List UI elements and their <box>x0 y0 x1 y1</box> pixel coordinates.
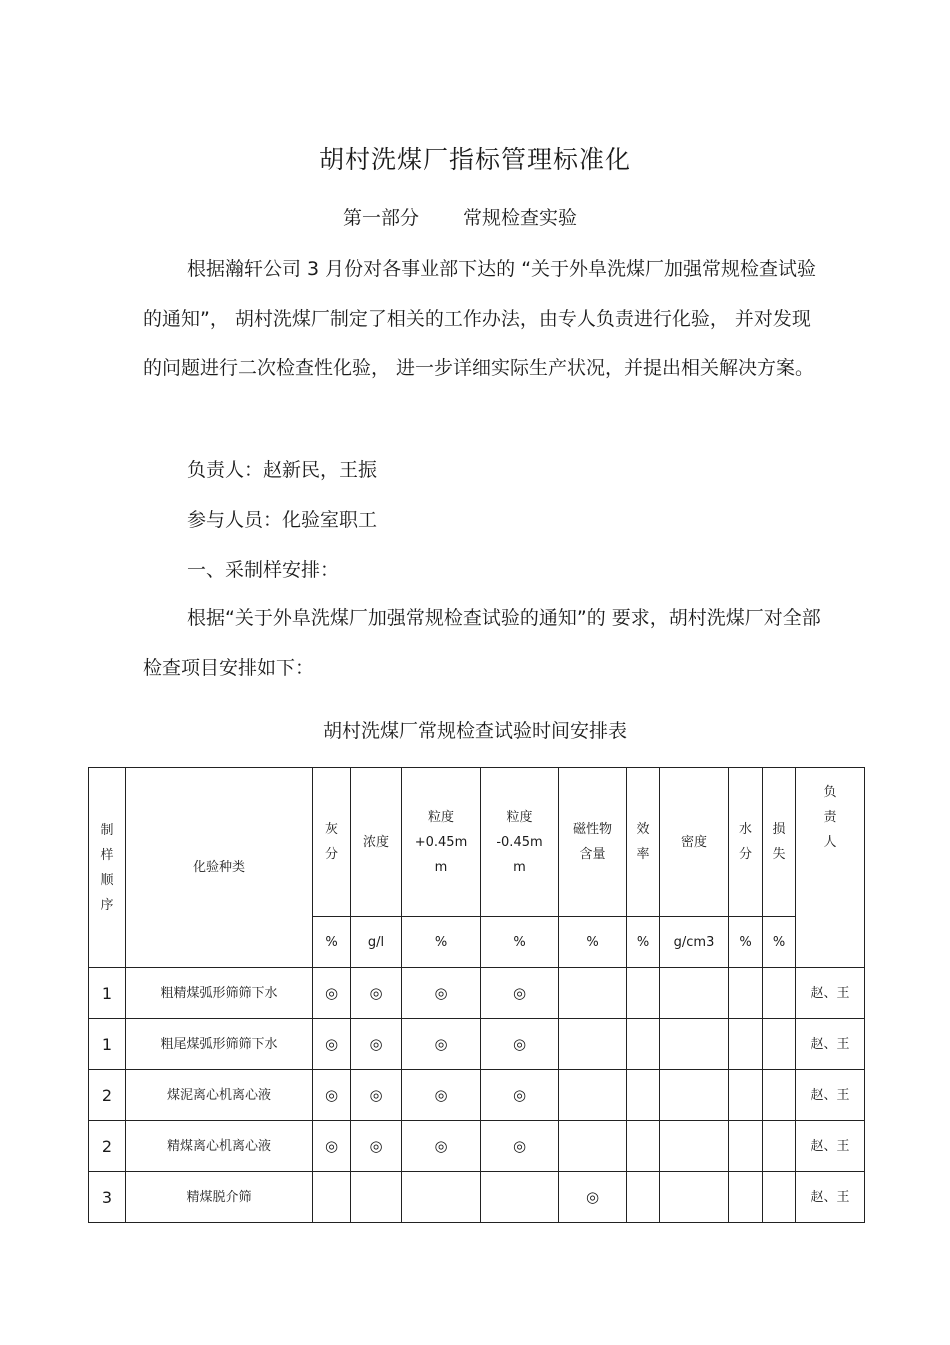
row-test-type: 粗尾煤弧形筛筛下水 <box>126 1019 313 1070</box>
header-test-type: 化验种类 <box>126 768 313 968</box>
table-row <box>89 968 865 1019</box>
row-cell <box>627 1070 660 1121</box>
row-order: 1 <box>89 968 126 1019</box>
row-order: 2 <box>89 1121 126 1172</box>
row-owner: 赵、王 <box>796 1070 865 1121</box>
row-cell: ◎ <box>402 1121 481 1172</box>
row-cell <box>351 1172 402 1223</box>
row-cell <box>559 1121 627 1172</box>
row-owner: 赵、王 <box>796 1019 865 1070</box>
row-cell <box>729 968 763 1019</box>
unit-cell: % <box>729 917 763 968</box>
row-cell: ◎ <box>313 968 351 1019</box>
table-row <box>89 1121 865 1172</box>
row-cell: ◎ <box>481 968 559 1019</box>
header-order: 制 样 顺 序 <box>89 768 126 968</box>
row-cell <box>627 1121 660 1172</box>
unit-cell: % <box>559 917 627 968</box>
table-row <box>89 1172 865 1223</box>
section-heading <box>343 203 577 230</box>
row-cell <box>627 968 660 1019</box>
responsible-line: 负责人：赵新民，王振 <box>187 459 378 481</box>
row-cell <box>481 1172 559 1223</box>
row-cell <box>763 968 796 1019</box>
row-cell: ◎ <box>351 1070 402 1121</box>
intro-paragraph: 根据瀚轩公司 3 月份对各事业部下达的 “关于外阜洗煤厂加强常规检查试验的通知”， 胡村洗煤厂制定了相关的工作办法，由专人负责进行化验， 并对发现的问题进行二次检查性化验， 进一步详细实际生产状况，并提出相关解决方案。 <box>143 258 817 379</box>
row-cell: ◎ <box>351 1019 402 1070</box>
row-cell <box>660 1172 729 1223</box>
row-cell <box>660 1070 729 1121</box>
row-cell: ◎ <box>402 968 481 1019</box>
header-owner: 负 责 人 <box>796 768 865 968</box>
header-density: 密度 <box>660 768 729 917</box>
row-cell <box>729 1019 763 1070</box>
row-order: 1 <box>89 1019 126 1070</box>
row-cell <box>729 1070 763 1121</box>
row-cell <box>763 1070 796 1121</box>
sampling-heading: 一、采制样安排： <box>187 559 340 581</box>
table-caption: 胡村洗煤厂常规检查试验时间安排表 <box>322 720 627 742</box>
table-row <box>89 1070 865 1121</box>
row-owner: 赵、王 <box>796 1172 865 1223</box>
row-owner: 赵、王 <box>796 968 865 1019</box>
row-cell: ◎ <box>559 1172 627 1223</box>
unit-cell: g/l <box>351 917 402 968</box>
row-cell <box>313 1172 351 1223</box>
row-cell: ◎ <box>402 1070 481 1121</box>
row-test-type: 精煤脱介筛 <box>126 1172 313 1223</box>
unit-cell: % <box>763 917 796 968</box>
document-title: 胡村洗煤厂指标管理标准化 <box>318 145 631 174</box>
header-concentration: 浓度 <box>351 768 402 917</box>
table-row <box>89 1019 865 1070</box>
row-cell <box>559 1070 627 1121</box>
row-cell: ◎ <box>313 1121 351 1172</box>
row-cell: ◎ <box>481 1019 559 1070</box>
unit-cell: % <box>481 917 559 968</box>
row-cell <box>627 1019 660 1070</box>
row-cell <box>729 1172 763 1223</box>
row-cell <box>660 1121 729 1172</box>
row-order: 3 <box>89 1172 126 1223</box>
row-cell <box>763 1121 796 1172</box>
unit-cell: % <box>627 917 660 968</box>
header-row <box>89 768 865 917</box>
row-cell <box>660 968 729 1019</box>
row-cell <box>729 1121 763 1172</box>
unit-cell: % <box>402 917 481 968</box>
header-efficiency: 效 率 <box>627 768 660 917</box>
row-cell <box>559 968 627 1019</box>
row-cell <box>763 1172 796 1223</box>
header-size-minus: 粒度 -0.45m m <box>481 768 559 917</box>
row-cell <box>402 1172 481 1223</box>
row-test-type: 精煤离心机离心液 <box>126 1121 313 1172</box>
header-loss: 损 失 <box>763 768 796 917</box>
header-size-plus: 粒度 +0.45m m <box>402 768 481 917</box>
row-cell <box>627 1172 660 1223</box>
row-cell: ◎ <box>313 1019 351 1070</box>
row-cell: ◎ <box>481 1070 559 1121</box>
row-owner: 赵、王 <box>796 1121 865 1172</box>
section-name: 常规检查实验 <box>463 207 578 229</box>
participants-line: 参与人员：化验室职工 <box>187 509 378 531</box>
row-test-type: 煤泥离心机离心液 <box>126 1070 313 1121</box>
arrangement-paragraph: 根据“关于外阜洗煤厂加强常规检查试验的通知”的 要求，胡村洗煤厂对全部检查项目安排如下： <box>143 607 821 679</box>
row-cell <box>763 1019 796 1070</box>
section-part: 第一部分 <box>343 207 420 229</box>
row-cell: ◎ <box>351 1121 402 1172</box>
header-magnetic: 磁性物 含量 <box>559 768 627 917</box>
unit-cell: g/cm3 <box>660 917 729 968</box>
row-cell: ◎ <box>351 968 402 1019</box>
header-ash: 灰 分 <box>313 768 351 917</box>
header-water: 水 分 <box>729 768 763 917</box>
row-cell <box>660 1019 729 1070</box>
unit-cell: % <box>313 917 351 968</box>
row-cell: ◎ <box>481 1121 559 1172</box>
row-cell: ◎ <box>313 1070 351 1121</box>
row-order: 2 <box>89 1070 126 1121</box>
row-test-type: 粗精煤弧形筛筛下水 <box>126 968 313 1019</box>
row-cell: ◎ <box>402 1019 481 1070</box>
row-cell <box>559 1019 627 1070</box>
schedule-table <box>88 767 865 1223</box>
